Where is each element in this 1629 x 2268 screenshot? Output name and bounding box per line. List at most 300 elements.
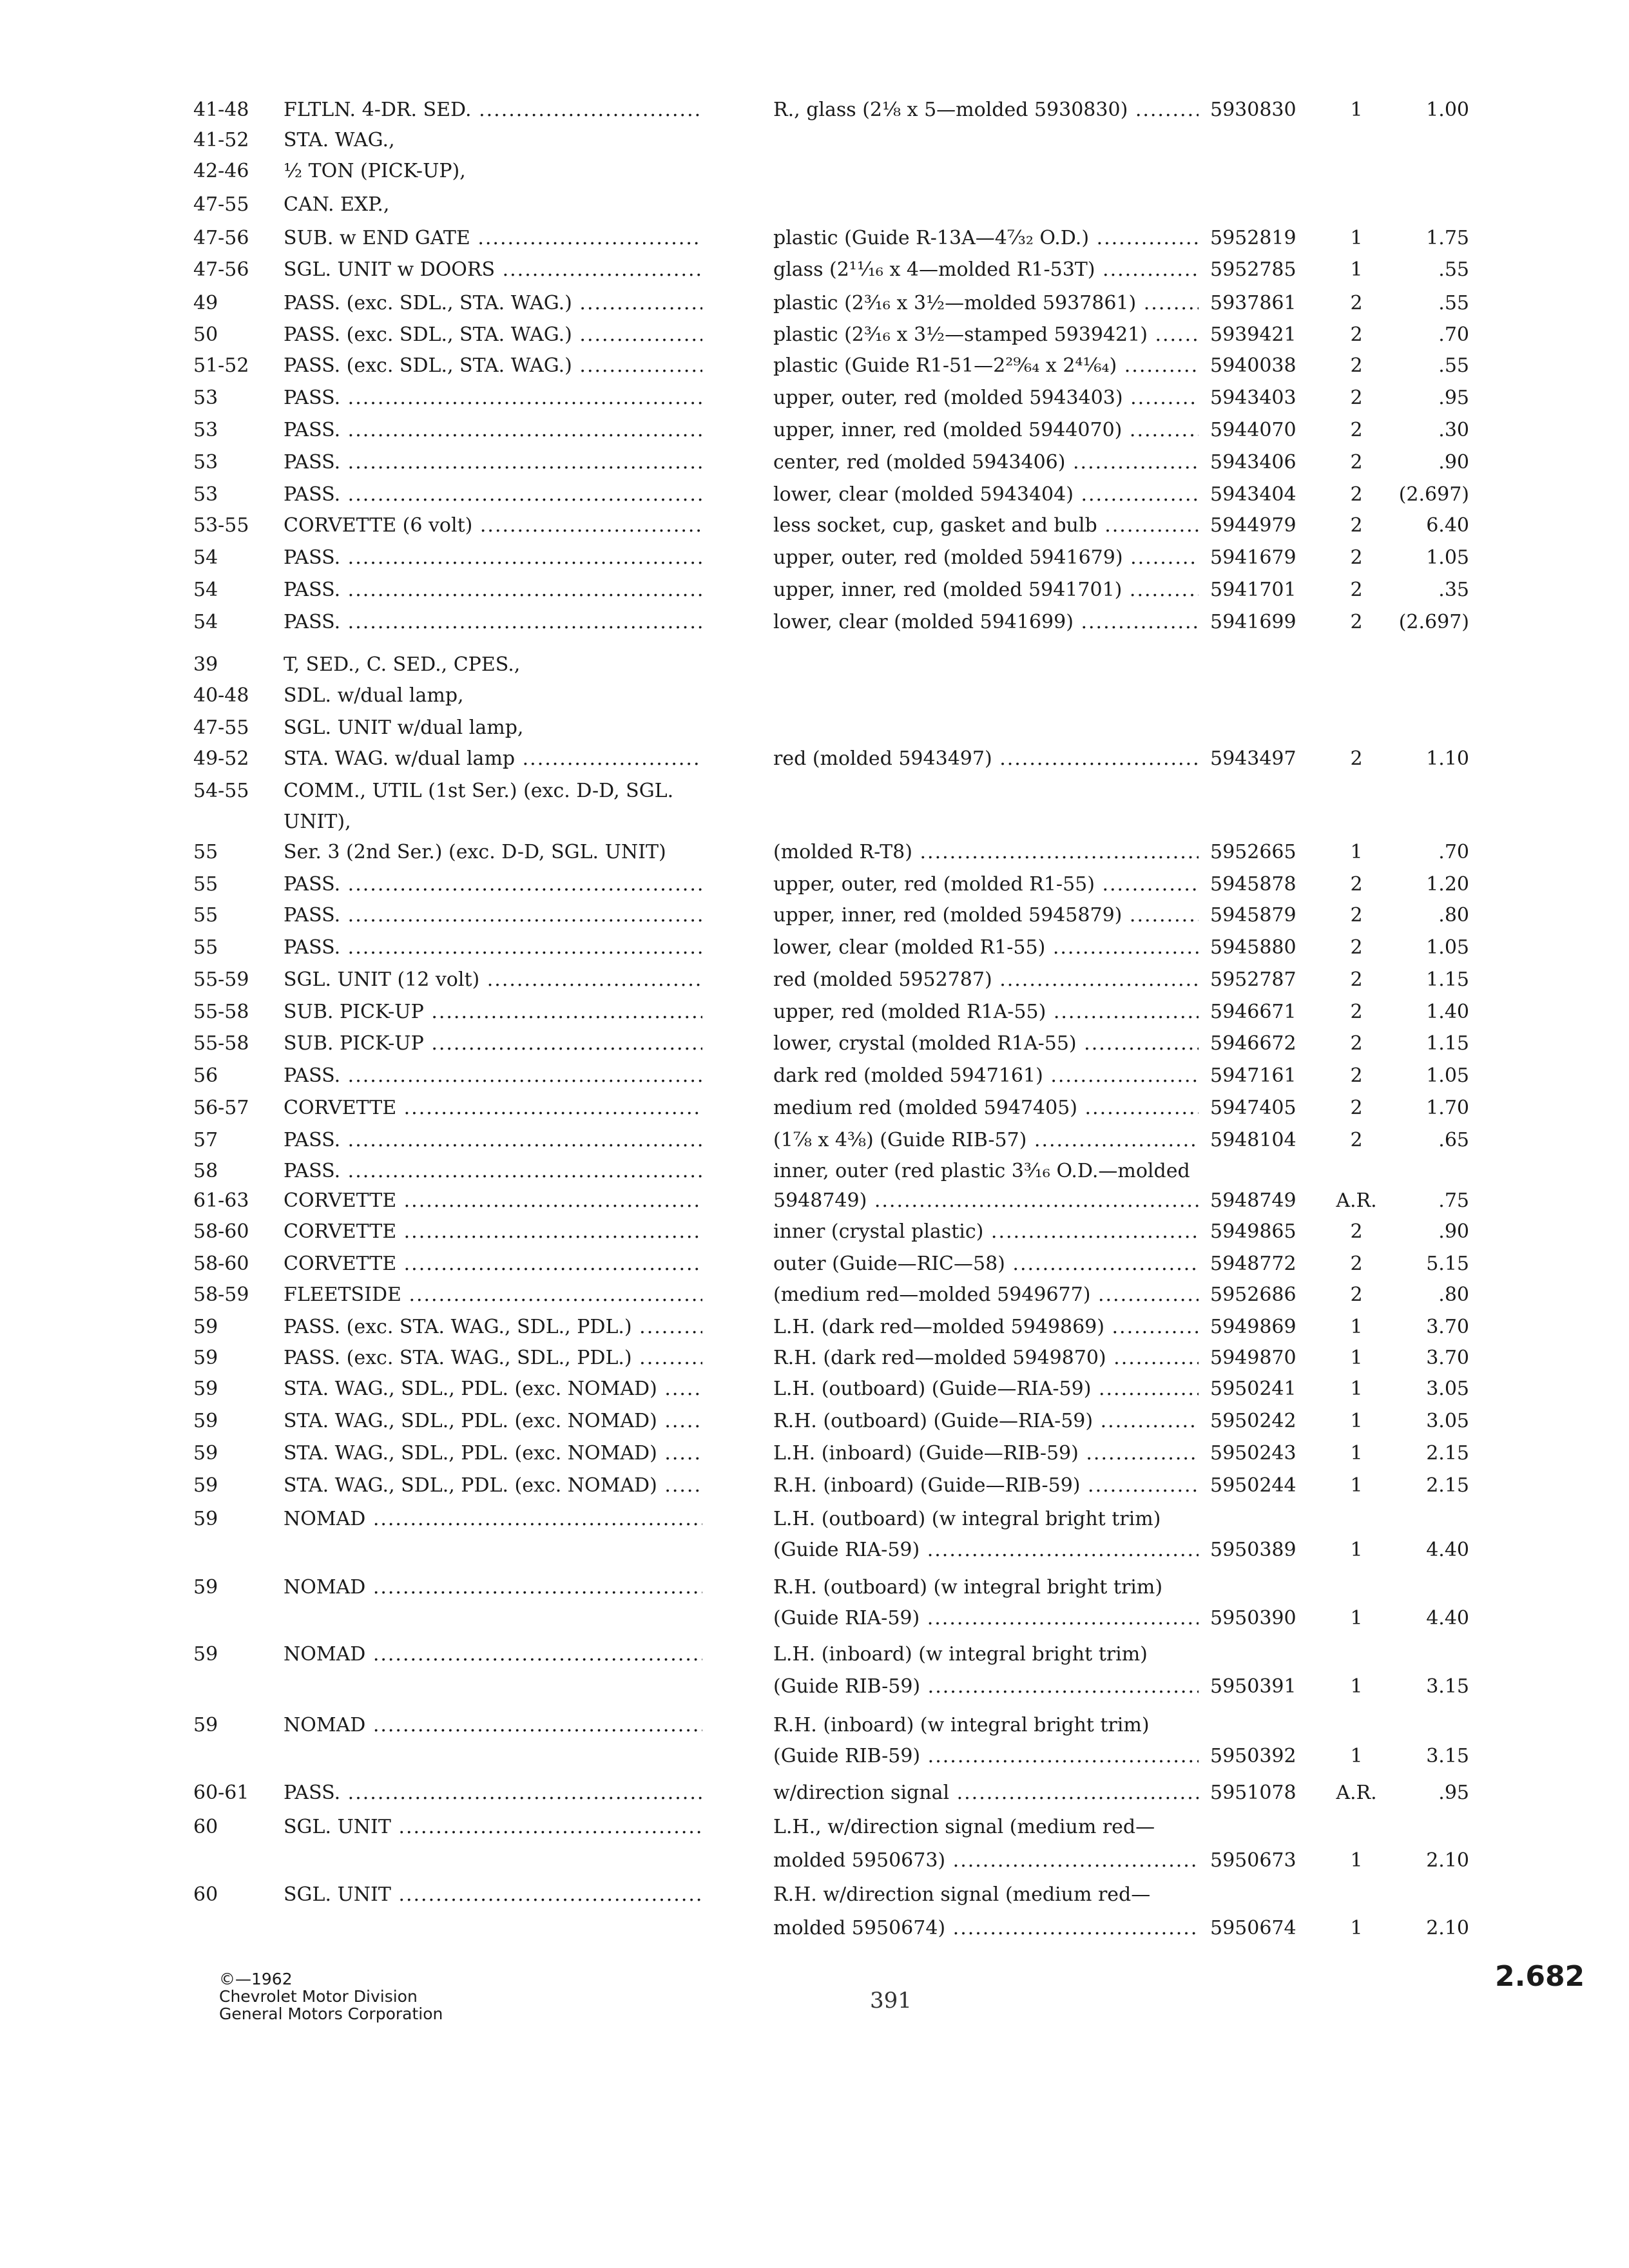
list-item [0, 416, 1629, 445]
description-cell: (Guide RIA-59) ..... [773, 1604, 1199, 1633]
application-cell: PASS. (exc. STA. WAG., SDL., PDL.) ..... [284, 1343, 702, 1373]
year-cell: 40-48 [193, 684, 249, 707]
part-number-cell: 5952686 [1210, 1283, 1296, 1306]
application-cell: STA. WAG., SDL., PDL. (exc. NOMAD) ..... [284, 1439, 702, 1468]
year-cell: 41-52 [193, 129, 249, 151]
description-cell: molded 5950674) ..... [773, 1914, 1199, 1943]
description-cell: upper, outer, red (molded 5943403) ..... [773, 383, 1199, 413]
description-cell: outer (Guide—RIC—58) ..... [773, 1249, 1199, 1279]
quantity-cell: 1 [1350, 1675, 1363, 1698]
year-cell: 54 [193, 546, 218, 569]
year-cell: 59 [193, 1347, 218, 1369]
list-item [0, 744, 1629, 774]
description-cell: less socket, cup, gasket and bulb ..... [773, 511, 1199, 541]
quantity-cell: 2 [1350, 546, 1363, 569]
year-cell: 59 [193, 1410, 218, 1432]
part-number-cell: 5943497 [1210, 747, 1296, 770]
year-cell: 61-63 [193, 1189, 249, 1212]
part-number-cell: 5941701 [1210, 579, 1296, 601]
application-cell: SGL. UNIT w/dual lamp, [284, 716, 524, 739]
application-cell: PASS. ..... [284, 1061, 702, 1091]
description-cell: upper, outer, red (molded 5941679) ..... [773, 543, 1199, 573]
part-number-cell: 5952785 [1210, 258, 1296, 281]
description-cell: molded 5950673) ..... [773, 1846, 1199, 1876]
part-number-cell: 5946672 [1210, 1032, 1296, 1055]
application-cell: SGL. UNIT (12 volt) ..... [284, 965, 702, 995]
application-cell: PASS. ..... [284, 901, 702, 930]
price-cell: .30 [1438, 419, 1469, 441]
quantity-cell: 2 [1350, 323, 1363, 346]
part-number-cell: 5948749 [1210, 1189, 1296, 1212]
part-number-cell: 5949870 [1210, 1347, 1296, 1369]
application-cell: SUB. PICK-UP ..... [284, 1029, 702, 1059]
description-cell: red (molded 5943497) ..... [773, 744, 1199, 774]
list-item [0, 1343, 1629, 1373]
application-cell: T, SED., C. SED., CPES., [284, 653, 521, 676]
price-cell: .55 [1438, 258, 1469, 281]
part-number-cell: 5952819 [1210, 227, 1296, 249]
price-cell: .95 [1438, 1782, 1469, 1804]
part-number-cell: 5940038 [1210, 354, 1296, 377]
price-cell: .35 [1438, 579, 1469, 601]
year-cell: 49-52 [193, 747, 249, 770]
description-cell: (Guide RIB-59) ..... [773, 1672, 1199, 1702]
description-cell: lower, crystal (molded R1A-55) ..... [773, 1029, 1199, 1059]
corporation-line: General Motors Corporation [219, 2004, 443, 2023]
price-cell: .80 [1438, 904, 1469, 927]
quantity-cell: 2 [1350, 354, 1363, 377]
description-cell: L.H. (dark red—molded 5949869) ..... [773, 1312, 1199, 1342]
part-number-cell: 5945880 [1210, 936, 1296, 959]
description-cell: plastic (Guide R1-51—2²⁹⁄₆₄ x 2⁴¹⁄₆₄) ..... [773, 351, 1199, 381]
year-cell: 59 [193, 1316, 218, 1338]
part-number-cell: 5950244 [1210, 1474, 1296, 1497]
part-number-cell: 5950391 [1210, 1675, 1296, 1698]
quantity-cell: 1 [1350, 1347, 1363, 1369]
quantity-cell: 1 [1350, 1378, 1363, 1400]
quantity-cell: 2 [1350, 387, 1363, 409]
description-cell: lower, clear (molded 5941699) ..... [773, 608, 1199, 637]
list-item [0, 320, 1629, 350]
quantity-cell: 1 [1350, 258, 1363, 281]
application-cell: NOMAD ..... [284, 1504, 702, 1534]
application-cell: CORVETTE ..... [284, 1186, 702, 1216]
year-cell: 59 [193, 1508, 218, 1530]
description-cell: 5948749) ..... [773, 1186, 1199, 1216]
year-cell: 59 [193, 1714, 218, 1736]
price-cell: 3.05 [1426, 1378, 1469, 1400]
price-cell: .90 [1438, 1220, 1469, 1243]
quantity-cell: 2 [1350, 936, 1363, 959]
year-cell: 53 [193, 451, 218, 474]
list-item [0, 95, 1629, 125]
list-item [0, 1186, 1629, 1216]
part-number-cell: 5948772 [1210, 1253, 1296, 1275]
year-cell: 54 [193, 611, 218, 633]
list-item [0, 1640, 1629, 1669]
year-cell: 58-60 [193, 1253, 249, 1275]
part-number-cell: 5937861 [1210, 292, 1296, 314]
list-item [0, 1157, 1629, 1186]
quantity-cell: 1 [1350, 1316, 1363, 1338]
description-cell: (molded R-T8) ..... [773, 838, 1199, 867]
quantity-cell: 2 [1350, 1001, 1363, 1023]
copyright-line: ©—1962 [219, 1970, 293, 1988]
application-cell: CORVETTE (6 volt) ..... [284, 511, 702, 541]
part-number-cell: 5943404 [1210, 483, 1296, 506]
price-cell: 1.00 [1426, 99, 1469, 121]
part-number-cell: 5950389 [1210, 1539, 1296, 1561]
application-cell: STA. WAG., SDL., PDL. (exc. NOMAD) ..... [284, 1374, 702, 1404]
part-number-cell: 5950674 [1210, 1917, 1296, 1939]
part-number-cell: 5947405 [1210, 1097, 1296, 1119]
year-cell: 54-55 [193, 780, 249, 802]
part-number-cell: 5945879 [1210, 904, 1296, 927]
division-line: Chevrolet Motor Division [219, 1987, 418, 2006]
page-number: 391 [870, 1988, 912, 2013]
description-cell: glass (2¹¹⁄₁₆ x 4—molded R1-53T) ..... [773, 255, 1199, 285]
list-item [0, 126, 1629, 155]
application-cell: STA. WAG., [284, 129, 395, 151]
price-cell: 2.10 [1426, 1849, 1469, 1872]
list-item [0, 1439, 1629, 1468]
year-cell: 53 [193, 387, 218, 409]
description-cell: plastic (Guide R-13A—4⁷⁄₃₂ O.D.) ..... [773, 224, 1199, 253]
list-item [0, 1407, 1629, 1436]
description-cell: upper, inner, red (molded 5944070) ..... [773, 416, 1199, 445]
list-item [0, 901, 1629, 930]
year-cell: 55-59 [193, 968, 249, 991]
part-number-cell: 5944070 [1210, 419, 1296, 441]
application-cell: PASS. ..... [284, 575, 702, 605]
part-number-cell: 5945878 [1210, 873, 1296, 896]
quantity-cell: 2 [1350, 451, 1363, 474]
price-cell: 2.15 [1426, 1474, 1469, 1497]
quantity-cell: 1 [1350, 1849, 1363, 1872]
quantity-cell: 1 [1350, 1917, 1363, 1939]
application-cell: SUB. w END GATE ..... [284, 224, 702, 253]
price-cell: 1.15 [1426, 1032, 1469, 1055]
list-item [0, 1217, 1629, 1247]
list-item [0, 289, 1629, 318]
quantity-cell: 2 [1350, 1283, 1363, 1306]
list-item [0, 543, 1629, 573]
quantity-cell: 1 [1350, 1474, 1363, 1497]
application-cell: PASS. ..... [284, 543, 702, 573]
quantity-cell: 2 [1350, 968, 1363, 991]
year-cell: 53-55 [193, 514, 249, 537]
list-item [0, 1374, 1629, 1404]
application-cell: CORVETTE ..... [284, 1093, 702, 1123]
quantity-cell: A.R. [1336, 1782, 1377, 1804]
description-cell: center, red (molded 5943406) ..... [773, 448, 1199, 477]
application-cell: UNIT), [284, 811, 351, 833]
year-cell: 55 [193, 873, 218, 896]
year-cell: 50 [193, 323, 218, 346]
price-cell: 3.15 [1426, 1745, 1469, 1767]
price-cell: (2.697) [1398, 611, 1469, 633]
quantity-cell: 2 [1350, 1064, 1363, 1087]
list-item [0, 1711, 1629, 1740]
year-cell: 55 [193, 841, 218, 863]
year-cell: 39 [193, 653, 218, 676]
group-number: 2.682 [1495, 1960, 1585, 1993]
part-number-cell: 5948104 [1210, 1129, 1296, 1151]
description-cell: R.H. (dark red—molded 5949870) ..... [773, 1343, 1199, 1373]
part-number-cell: 5947161 [1210, 1064, 1296, 1087]
list-item [0, 351, 1629, 381]
list-item [0, 713, 1629, 743]
price-cell: 2.10 [1426, 1917, 1469, 1939]
application-cell: ½ TON (PICK-UP), [284, 160, 466, 182]
year-cell: 55 [193, 904, 218, 927]
quantity-cell: 2 [1350, 514, 1363, 537]
part-number-cell: 5941699 [1210, 611, 1296, 633]
list-item [0, 1535, 1629, 1565]
description-cell: dark red (molded 5947161) ..... [773, 1061, 1199, 1091]
year-cell: 58-59 [193, 1283, 249, 1306]
application-cell: CAN. EXP., [284, 193, 390, 216]
application-cell: NOMAD ..... [284, 1711, 702, 1740]
description-cell: R.H. (inboard) (w integral bright trim) [773, 1714, 1150, 1736]
application-cell: PASS. ..... [284, 383, 702, 413]
application-cell: FLEETSIDE ..... [284, 1280, 702, 1310]
application-cell: FLTLN. 4-DR. SED. ..... [284, 95, 702, 125]
list-item [0, 1249, 1629, 1279]
year-cell: 60 [193, 1816, 218, 1838]
description-cell: (medium red—molded 5949677) ..... [773, 1280, 1199, 1310]
application-cell: PASS. (exc. STA. WAG., SDL., PDL.) ..... [284, 1312, 702, 1342]
application-cell: NOMAD ..... [284, 1573, 702, 1602]
quantity-cell: 2 [1350, 1097, 1363, 1119]
list-item [0, 650, 1629, 680]
list-item [0, 933, 1629, 963]
quantity-cell: A.R. [1336, 1189, 1377, 1212]
quantity-cell: 2 [1350, 904, 1363, 927]
price-cell: 1.05 [1426, 1064, 1469, 1087]
price-cell: 3.70 [1426, 1316, 1469, 1338]
list-item [0, 511, 1629, 541]
description-cell: red (molded 5952787) ..... [773, 965, 1199, 995]
list-item [0, 1573, 1629, 1602]
price-cell: 4.40 [1426, 1607, 1469, 1629]
year-cell: 47-55 [193, 716, 249, 739]
price-cell: 6.40 [1426, 514, 1469, 537]
list-item [0, 870, 1629, 899]
application-cell: PASS. ..... [284, 480, 702, 510]
price-cell: 1.70 [1426, 1097, 1469, 1119]
year-cell: 54 [193, 579, 218, 601]
year-cell: 58-60 [193, 1220, 249, 1243]
description-cell: plastic (2³⁄₁₆ x 3½—molded 5937861) ..... [773, 289, 1199, 318]
part-number-cell: 5950390 [1210, 1607, 1296, 1629]
application-cell: SDL. w/dual lamp, [284, 684, 464, 707]
list-item [0, 997, 1629, 1027]
application-cell: CORVETTE ..... [284, 1249, 702, 1279]
application-cell: SGL. UNIT ..... [284, 1812, 702, 1842]
quantity-cell: 1 [1350, 99, 1363, 121]
description-cell: R.H. (outboard) (w integral bright trim) [773, 1576, 1163, 1599]
description-cell: plastic (2³⁄₁₆ x 3½—stamped 5939421) ..... [773, 320, 1199, 350]
part-number-cell: 5950242 [1210, 1410, 1296, 1432]
application-cell: PASS. ..... [284, 1126, 702, 1155]
price-cell: 1.15 [1426, 968, 1469, 991]
part-number-cell: 5949869 [1210, 1316, 1296, 1338]
list-item [0, 1742, 1629, 1771]
application-cell: SUB. PICK-UP ..... [284, 997, 702, 1027]
quantity-cell: 1 [1350, 1442, 1363, 1465]
list-item [0, 1280, 1629, 1310]
price-cell: (2.697) [1398, 483, 1469, 506]
part-number-cell: 5952665 [1210, 841, 1296, 863]
quantity-cell: 1 [1350, 841, 1363, 863]
year-cell: 60-61 [193, 1782, 249, 1804]
application-cell: Ser. 3 (2nd Ser.) (exc. D-D, SGL. UNIT) [284, 841, 666, 863]
copyright-block [219, 1970, 443, 2023]
part-number-cell: 5946671 [1210, 1001, 1296, 1023]
price-cell: 1.75 [1426, 227, 1469, 249]
quantity-cell: 2 [1350, 873, 1363, 896]
list-item [0, 1778, 1629, 1808]
list-item [0, 965, 1629, 995]
part-number-cell: 5943406 [1210, 451, 1296, 474]
year-cell: 53 [193, 483, 218, 506]
year-cell: 41-48 [193, 99, 249, 121]
part-number-cell: 5950241 [1210, 1378, 1296, 1400]
application-cell: CORVETTE ..... [284, 1217, 702, 1247]
description-cell: w/direction signal ..... [773, 1778, 1199, 1808]
list-item [0, 838, 1629, 867]
description-cell: (Guide RIB-59) ..... [773, 1742, 1199, 1771]
list-item [0, 157, 1629, 186]
quantity-cell: 2 [1350, 419, 1363, 441]
application-cell: PASS. ..... [284, 933, 702, 963]
description-cell: L.H. (outboard) (w integral bright trim) [773, 1508, 1161, 1530]
list-item [0, 1604, 1629, 1633]
application-cell: PASS. ..... [284, 608, 702, 637]
year-cell: 49 [193, 292, 218, 314]
application-cell: SGL. UNIT ..... [284, 1880, 702, 1910]
list-item [0, 681, 1629, 711]
price-cell: .90 [1438, 451, 1469, 474]
year-cell: 58 [193, 1160, 218, 1182]
list-item [0, 1061, 1629, 1091]
application-cell: COMM., UTIL (1st Ser.) (exc. D-D, SGL. [284, 780, 674, 802]
quantity-cell: 2 [1350, 1129, 1363, 1151]
quantity-cell: 2 [1350, 1220, 1363, 1243]
application-cell: PASS. ..... [284, 416, 702, 445]
price-cell: .65 [1438, 1129, 1469, 1151]
part-number-cell: 5941679 [1210, 546, 1296, 569]
price-cell: .55 [1438, 354, 1469, 377]
list-item [0, 1126, 1629, 1155]
quantity-cell: 2 [1350, 747, 1363, 770]
year-cell: 51-52 [193, 354, 249, 377]
year-cell: 42-46 [193, 160, 249, 182]
price-cell: 1.40 [1426, 1001, 1469, 1023]
year-cell: 56 [193, 1064, 218, 1087]
application-cell: NOMAD ..... [284, 1640, 702, 1669]
application-cell: PASS. (exc. SDL., STA. WAG.) ..... [284, 351, 702, 381]
list-item [0, 1914, 1629, 1943]
application-cell: STA. WAG. w/dual lamp ..... [284, 744, 702, 774]
description-cell: upper, outer, red (molded R1-55) ..... [773, 870, 1199, 899]
description-cell: R.H. (outboard) (Guide—RIA-59) ..... [773, 1407, 1199, 1436]
description-cell: L.H. (inboard) (Guide—RIB-59) ..... [773, 1439, 1199, 1468]
part-number-cell: 5944979 [1210, 514, 1296, 537]
application-cell: PASS. ..... [284, 1157, 702, 1186]
part-number-cell: 5950673 [1210, 1849, 1296, 1872]
price-cell: 3.70 [1426, 1347, 1469, 1369]
list-item [0, 1093, 1629, 1123]
description-cell: (Guide RIA-59) ..... [773, 1535, 1199, 1565]
description-cell: lower, clear (molded R1-55) ..... [773, 933, 1199, 963]
list-item [0, 448, 1629, 477]
application-cell: PASS. ..... [284, 870, 702, 899]
year-cell: 59 [193, 1474, 218, 1497]
description-cell: L.H., w/direction signal (medium red— [773, 1816, 1155, 1838]
part-number-cell: 5939421 [1210, 323, 1296, 346]
price-cell: 2.15 [1426, 1442, 1469, 1465]
price-cell: 1.10 [1426, 747, 1469, 770]
quantity-cell: 2 [1350, 483, 1363, 506]
list-item [0, 1846, 1629, 1876]
list-item [0, 608, 1629, 637]
description-cell: (1⁷⁄₈ x 4³⁄₈) (Guide RIB-57) ..... [773, 1126, 1199, 1155]
year-cell: 59 [193, 1442, 218, 1465]
year-cell: 59 [193, 1378, 218, 1400]
year-cell: 56-57 [193, 1097, 249, 1119]
part-number-cell: 5943403 [1210, 387, 1296, 409]
description-cell: inner, outer (red plastic 3³⁄₁₆ O.D.—molded [773, 1160, 1190, 1182]
list-item [0, 383, 1629, 413]
description-cell: inner (crystal plastic) ..... [773, 1217, 1199, 1247]
description-cell: R.H. (inboard) (Guide—RIB-59) ..... [773, 1471, 1199, 1501]
year-cell: 60 [193, 1883, 218, 1906]
list-item [0, 224, 1629, 253]
description-cell: medium red (molded 5947405) ..... [773, 1093, 1199, 1123]
list-item [0, 480, 1629, 510]
year-cell: 59 [193, 1576, 218, 1599]
price-cell: .55 [1438, 292, 1469, 314]
price-cell: 3.15 [1426, 1675, 1469, 1698]
part-number-cell: 5950243 [1210, 1442, 1296, 1465]
quantity-cell: 1 [1350, 227, 1363, 249]
part-number-cell: 5930830 [1210, 99, 1296, 121]
year-cell: 55-58 [193, 1001, 249, 1023]
part-number-cell: 5949865 [1210, 1220, 1296, 1243]
quantity-cell: 2 [1350, 1032, 1363, 1055]
list-item [0, 776, 1629, 806]
price-cell: 5.15 [1426, 1253, 1469, 1275]
list-item [0, 575, 1629, 605]
application-cell: PASS. (exc. SDL., STA. WAG.) ..... [284, 289, 702, 318]
price-cell: .70 [1438, 841, 1469, 863]
price-cell: .95 [1438, 387, 1469, 409]
application-cell: SGL. UNIT w DOORS ..... [284, 255, 702, 285]
description-cell: R., glass (2⅛ x 5—molded 5930830) ..... [773, 95, 1199, 125]
list-item [0, 1504, 1629, 1534]
quantity-cell: 2 [1350, 1253, 1363, 1275]
part-number-cell: 5950392 [1210, 1745, 1296, 1767]
list-item [0, 807, 1629, 837]
quantity-cell: 2 [1350, 611, 1363, 633]
quantity-cell: 1 [1350, 1745, 1363, 1767]
description-cell: upper, inner, red (molded 5941701) ..... [773, 575, 1199, 605]
quantity-cell: 1 [1350, 1410, 1363, 1432]
application-cell: STA. WAG., SDL., PDL. (exc. NOMAD) ..... [284, 1471, 702, 1501]
quantity-cell: 1 [1350, 1607, 1363, 1629]
